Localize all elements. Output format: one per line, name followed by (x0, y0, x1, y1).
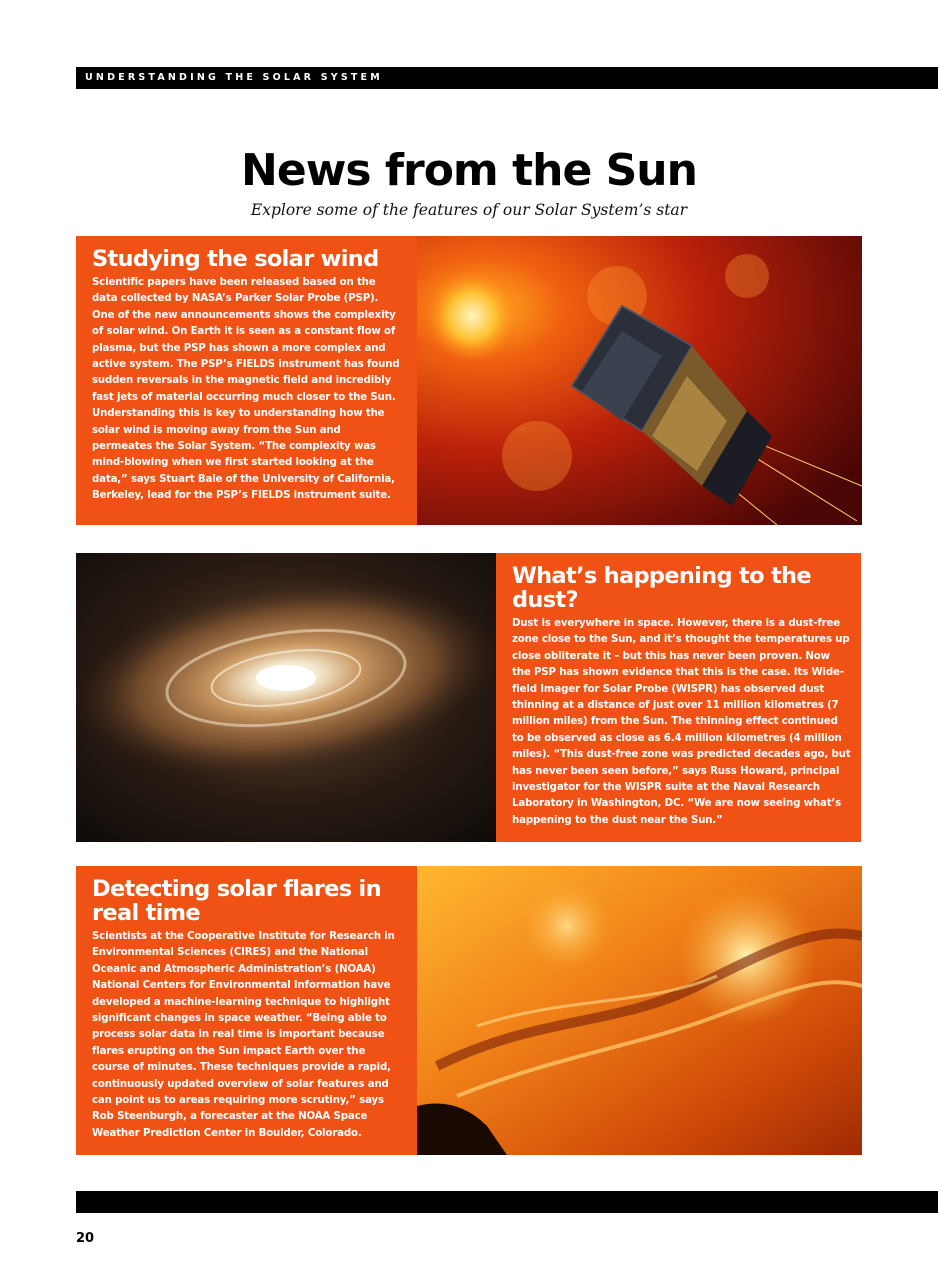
section-label: UNDERSTANDING THE SOLAR SYSTEM (85, 72, 383, 83)
article-solar-flares (76, 866, 417, 1155)
article-body: Scientists at the Cooperative Institute for Research in Environmental Sciences (CIRES) and the National Oceanic and Atmospheric Administration’s (NOAA) National Centers for Environmental Information have developed a machine-learning technique to highlight significant changes in space weather. “Being able to process solar data in real time is important because flares erupting on the Sun impact Earth over the course of minutes. These techniques provide a rapid, continuously updated overview of solar features and can point us to areas requiring more scrutiny,” says Rob Steenburgh, a forecaster at the NOAA Space Weather Prediction Center in Boulder, Colorado. (92, 931, 395, 1139)
article-solar-wind (76, 236, 417, 525)
article-body: Dust is everywhere in space. However, there is a dust-free zone close to the Sun, and it’s thought the temperatures up close obliterate it – but this has never been proven. Now the PSP has shown evidence that this is the case. Its Wide-field Imager for Solar Probe (WISPR) has observed dust thinning at a distance of just over 11 million kilometres (7 million miles) from the Sun. The thinning effect continued to be observed as close as 6.4 million kilometres (4 million miles). “This dust-free zone was predicted decades ago, but has never been seen before,” says Russ Howard, principal investigator for the WISPR suite at the Naval Research Laboratory in Washington, DC. “We are now seeing what’s happening to the dust near the Sun.” (512, 618, 851, 826)
dust-disk-image (76, 553, 496, 842)
article-heading: Studying the solar wind (92, 246, 379, 272)
article-heading: Detecting solar flares in real time (92, 876, 381, 926)
section-header-bar (76, 67, 938, 89)
article-dust (496, 553, 861, 842)
parker-probe-image (417, 236, 862, 525)
article-heading: What’s happening to the dust? (512, 563, 811, 613)
footer-bar (76, 1191, 938, 1213)
page-subtitle: Explore some of the features of our Solar System’s star (250, 201, 688, 219)
solar-flare-image (417, 866, 862, 1155)
article-body: Scientific papers have been released based on the data collected by NASA’s Parker Solar Probe (PSP). One of the new announcements shows the complexity of solar wind. On Earth it is seen as a constant flow of plasma, but the PSP has shown a more complex and active system. The PSP’s FIELDS instrument has found sudden reversals in the magnetic field and incredibly fast jets of material occurring much closer to the Sun. Understanding this is key to understanding how the solar wind is moving away from the Sun and permeates the Solar System. “The complexity was mind-blowing when we first started looking at the data,” says Stuart Bale of the University of California, Berkeley, lead for the PSP’s FIELDS instrument suite. (92, 277, 400, 502)
page-number: 20 (76, 1231, 95, 1246)
page-title: News from the Sun (241, 145, 697, 196)
